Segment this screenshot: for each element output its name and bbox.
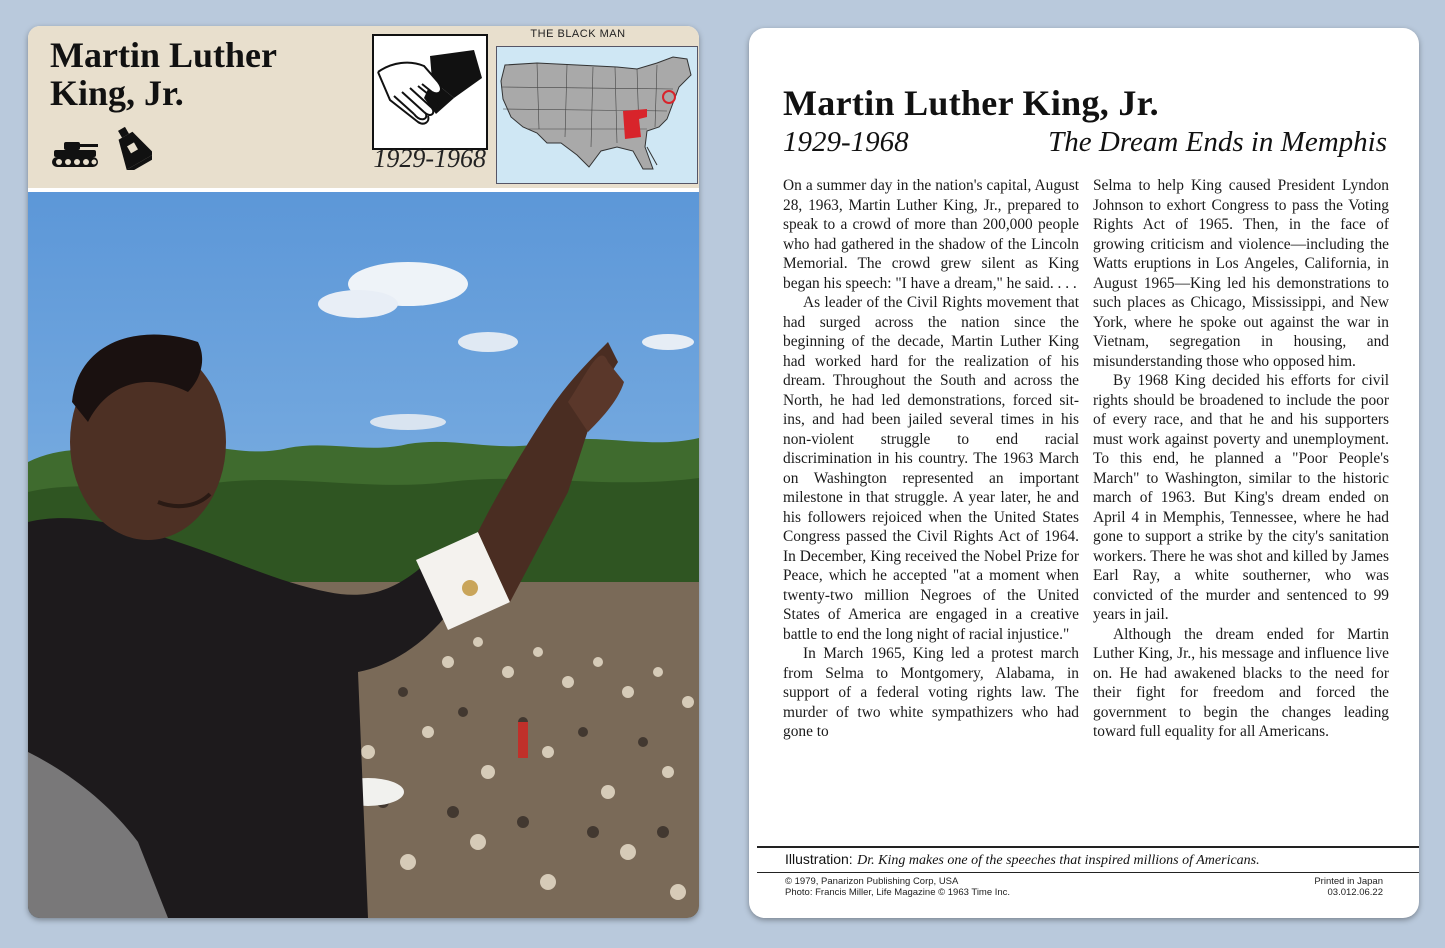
back-title: Martin Luther King, Jr. <box>783 83 1159 123</box>
us-map-icon <box>497 47 697 183</box>
handshake-icon <box>374 36 486 148</box>
article-body <box>783 176 1389 842</box>
paragraph: By 1968 King decided his efforts for civil rights should be broadened to include the poor of every race, and that he and his supporters must work against poverty and unemployment. To this end, he planned a "Poor People's March" to Washington, similar to the historic march of 1963. But King's dream ended on April 4 in Memphis, Tennessee, where he had gone to support a strike by the city's sanitation workers. There he was shot and killed by James Earl Ray, a white southerner, who was convicted of the murder and sentenced to 99 years in jail. <box>1093 372 1389 623</box>
speech-photo <box>28 192 699 918</box>
copyright: © 1979, Panarizon Publishing Corp, USA <box>785 876 959 887</box>
series-label: THE BLACK MAN <box>530 28 626 40</box>
back-subtitle: The Dream Ends in Memphis <box>1048 126 1387 158</box>
card-number: 03.012.06.22 <box>1327 887 1383 898</box>
front-header <box>28 26 699 188</box>
illustration-text: Dr. King makes one of the speeches that inspired millions of Americans. <box>857 853 1260 868</box>
front-years: 1929-1968 <box>373 144 486 173</box>
handshake-emblem <box>372 34 488 150</box>
back-card <box>749 28 1419 918</box>
credits-left <box>785 876 1010 898</box>
front-title-line1: Martin Luther <box>50 35 277 75</box>
paragraph: In March 1965, King led a protest march from Selma to Montgomery, Alabama, in support of a federal voting rights law. The murder of two white sympathizers who had gone to <box>783 645 1079 740</box>
tank-icon <box>50 140 100 168</box>
printed-in: Printed in Japan <box>1314 876 1383 887</box>
illustration-label: Illustration: <box>785 851 853 867</box>
us-map <box>496 46 698 184</box>
front-title <box>50 36 277 112</box>
illustration-caption <box>757 846 1419 873</box>
paragraph: Although the dream ended for Martin Luther King, Jr., his message and influence live on. He had awakened blacks to the need for their fight for freedom and forced the government to begin the changes leading toward full equality for all Americans. <box>1093 625 1389 740</box>
photo-credit: Photo: Francis Miller, Life Magazine © 1963 Time Inc. <box>785 887 1011 898</box>
paragraph: As leader of the Civil Rights movement that had surged across the nation since the beginning of the decade, Martin Luther King had worked hard for the realization of his dream. Throughout the South and across the North, he had led demonstrations, forced sit-ins, and had been jailed several times in his non-violent struggle to end racial discrimination in his country. The 1963 March on Washington represented an important milestone in that struggle. A year later, he and his followers rejoiced when the United States Congress passed the Civil Rights Act of 1964. In December, King received the Nobel Prize for Peace, which he accepted "at a moment when twenty-two million Negroes of the United States of America are engaged in a creative battle to end the long night of racial injustice." <box>783 294 1079 643</box>
paragraph: On a summer day in the nation's capital, August 28, 1963, Martin Luther King, Jr., prepared to speak to a crowd of more than 200,000 people who had gathered in the shadow of the Lincoln Memorial. The crowd grew silent as King began his speech: "I have a dream," he said. . . . <box>783 177 1079 292</box>
front-card <box>28 26 699 918</box>
mlk-waving-photo-illustration <box>28 192 699 918</box>
article-column-1 <box>783 176 1079 842</box>
paragraph: Selma to help King caused President Lyndon Johnson to exhort Congress to pass the Voting Rights Act of 1965. Then, in the face of growing criticism and violence—including the Watts eruptions in Los Angeles, California, in August 1965—King led his demonstrations to such places as Chicago, Mississippi, and New York, where he spoke out against the war in Vietnam, segregation in housing, and misunderstanding those who opposed him. <box>1093 177 1389 370</box>
credits-right <box>1314 876 1383 898</box>
back-years: 1929-1968 <box>783 126 909 158</box>
space-capsule-icon <box>112 124 152 170</box>
article-column-2 <box>1093 176 1389 842</box>
front-title-line2: King, Jr. <box>50 73 184 113</box>
